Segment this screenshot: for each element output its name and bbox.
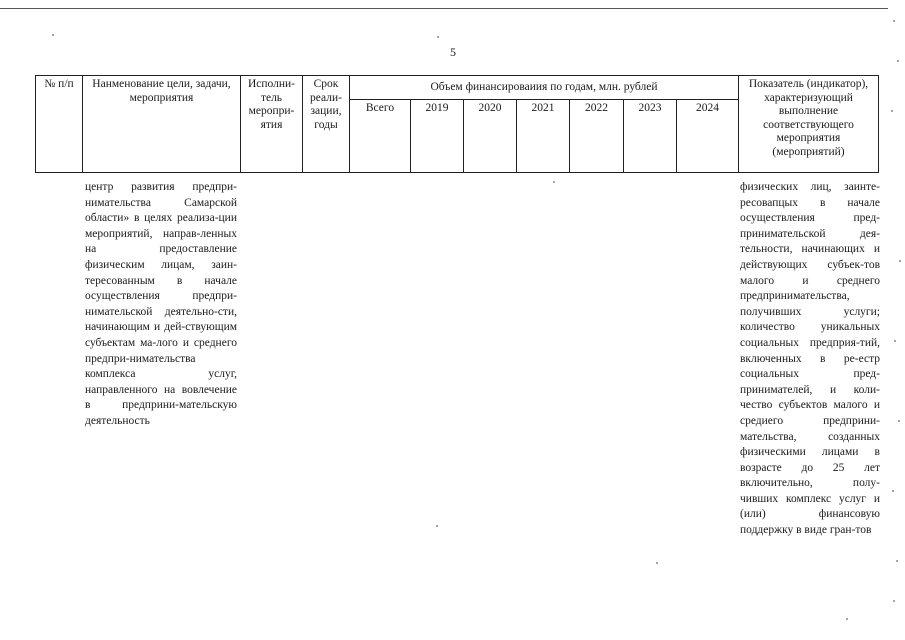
table-header — [35, 75, 879, 173]
col-header-indicator: Показатель (индикатор), характеризующий выполнение соответствующего мероприятия (мероприятий) — [739, 76, 879, 173]
scan-edge-noise — [887, 0, 905, 640]
col-header-year-2020: 2020 — [464, 100, 517, 173]
page-number: 5 — [450, 45, 456, 59]
scan-speck — [437, 36, 439, 38]
col-header-executor: Исполни-тель меропри-ятия — [241, 76, 303, 173]
col-header-finance: Объем финансироваиия по годам, млн. рублей — [350, 76, 739, 100]
col-header-year-2023: 2023 — [624, 100, 677, 173]
col-header-year-2024: 2024 — [677, 100, 739, 173]
scan-speck — [436, 525, 438, 527]
col-header-term: Срок реали-зации, годы — [303, 76, 350, 173]
top-border-line — [0, 8, 888, 9]
col-header-year-2021: 2021 — [517, 100, 570, 173]
scan-speck — [656, 562, 658, 564]
indicator-text: физических лиц, заинте-ресовапцых в начале осуществления пред-принимательской дея-тельности, начинающих и действующих субъек-тов малого и среднего предпринимательства, получивших услуги; количество уникальных социальных предприя-тий, включенных в ре-естр социальных пред-принимателей, и коли-чество субъектов малого и средиего предприни-мательства, созданных физическими лицами в возрасте до 25 лет включительно, полу-чивших комплекс услуг и (или) финансовую поддержку в виде гран-тов — [740, 181, 880, 537]
activity-name-text: центр развития предпри-нимательства Самарской области» в целях реализа-ции мероприятий, направ-ленных на предоставление физическим лицам, заин-тересованным в начале осуществления предпри-нимательской деятельно-сти, начинающим и дей-ствующим субъектам ма-лого и среднего предпри-нимательства комплекса услуг, направленного на вовлечение в предприни-мательскую деятельность — [85, 181, 237, 427]
scan-speck — [553, 181, 555, 183]
col-header-year-2019: 2019 — [411, 100, 464, 173]
scan-speck — [846, 618, 848, 620]
col-header-number: № п/п — [36, 76, 83, 173]
scan-speck — [52, 34, 54, 36]
col-header-name: Нанменование цели, задачи, мероприятия — [83, 76, 241, 173]
col-header-total: Всего — [350, 100, 411, 173]
col-header-year-2022: 2022 — [570, 100, 624, 173]
